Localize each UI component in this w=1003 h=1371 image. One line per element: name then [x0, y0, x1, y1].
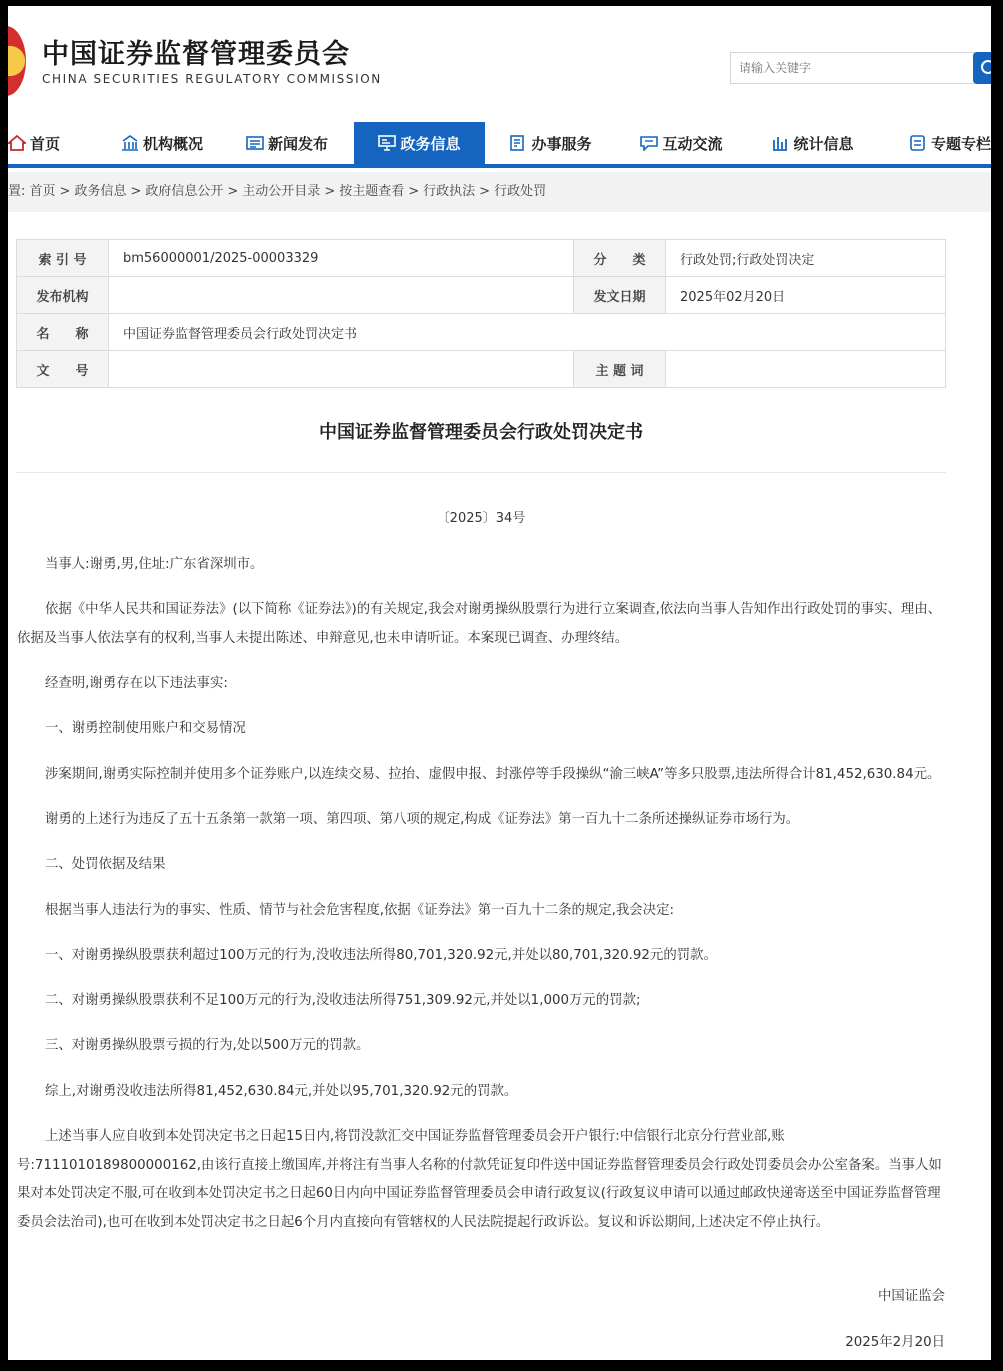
nav-label: 统计信息: [793, 134, 854, 153]
paragraph: 三、对谢勇操纵股票亏损的行为,处以500万元的罚款。: [45, 1038, 370, 1054]
docno-label: 文 号: [17, 351, 109, 388]
nav-label: 机构概况: [142, 134, 203, 153]
index-label: 索 引 号: [17, 240, 109, 277]
nav-label: 新闻发布: [267, 134, 328, 153]
nav-item-services[interactable]: [485, 122, 616, 164]
nav-item-news[interactable]: [220, 122, 354, 164]
nav-label: 互动交流: [662, 134, 723, 153]
search-button[interactable]: [973, 52, 991, 84]
breadcrumb-item[interactable]: 主动公开目录: [242, 184, 321, 199]
nav-item-home[interactable]: [8, 122, 104, 164]
nav-item-topics[interactable]: [878, 122, 991, 164]
document-title: 中国证券监督管理委员会行政处罚决定书: [319, 422, 643, 443]
paragraph: 谢勇的上述行为违反了五十五条第一款第一项、第四项、第八项的规定,构成《证券法》第一百九十二条所述操纵证券市场行为。: [45, 811, 800, 827]
site-title[interactable]: 中国证券监督管理委员会: [42, 39, 350, 70]
breadcrumb-separator: >: [408, 184, 420, 199]
newspaper-icon: [246, 135, 264, 151]
breadcrumb-item[interactable]: 政务信息: [74, 184, 127, 199]
paragraph: 当事人:谢勇,男,住址:广东省深圳市。: [45, 557, 264, 572]
keyword-value: [666, 351, 946, 388]
date-label: 发文日期: [574, 277, 666, 314]
table-row: [17, 277, 946, 314]
nav-item-interaction[interactable]: [616, 122, 747, 164]
category-label: 分 类: [574, 240, 666, 277]
document-icon: [509, 135, 527, 151]
chat-icon: [640, 135, 658, 151]
breadcrumb-item[interactable]: 行政执法: [423, 184, 476, 199]
keyword-label: 主 题 词: [574, 351, 666, 388]
document-info-table: [16, 239, 946, 388]
nav-label: 办事服务: [531, 134, 592, 153]
nav-label: 首页: [30, 134, 61, 153]
publisher-label: 发布机构: [17, 277, 109, 314]
name-label: 名 称: [17, 314, 109, 351]
breadcrumb-prefix: 置:: [8, 184, 26, 199]
paragraph: 综上,对谢勇没收违法所得81,452,630.84元,并处以95,701,320.92元的罚款。: [45, 1083, 518, 1099]
paragraph: 上述当事人应自收到本处罚决定书之日起15日内,将罚没款汇交中国证券监督管理委员会开户银行:中信银行北京分行营业部,账号:7111010189800000162,由该行直接上缴国库,并将注有当事人名称的付款凭证复印件送中国证券监督管理委员会行政处罚委员会办公室备案。当事人如果对本处罚决定不服,可在收到本处罚决定书之日起60日内向中国证券监督管理委员会申请行政复议(行政复议申请可以通过邮政快递寄送至中国证券监督管理委员会法治司),也可在收到本处罚决定书之日起6个月内直接向有管辖权的人民法院提起行政诉讼。复议和诉讼期间,上述决定不停止执行。: [17, 1129, 942, 1230]
breadcrumb-item[interactable]: 行政处罚: [494, 184, 547, 199]
table-row: [17, 351, 946, 388]
paragraph: 涉案期间,谢勇实际控制并使用多个证券账户,以连续交易、拉抬、虚假申报、封涨停等手段操纵“渝三峡A”等多只股票,违法所得合计81,452,630.84元。: [45, 766, 941, 782]
site-header: [8, 6, 991, 122]
nav-item-organization[interactable]: [104, 122, 220, 164]
nav-item-statistics[interactable]: [747, 122, 878, 164]
nav-label: 专题专栏: [930, 134, 991, 153]
monitor-icon: [378, 135, 396, 151]
paragraph: 一、谢勇控制使用账户和交易情况: [45, 721, 246, 737]
paragraph: 经查明,谢勇存在以下违法事实:: [45, 676, 228, 692]
sign-date: 2025年2月20日: [845, 1335, 945, 1350]
breadcrumb-item[interactable]: 首页: [29, 184, 56, 199]
table-row: [17, 314, 946, 351]
main-nav: [8, 122, 991, 168]
list-icon: [909, 135, 927, 151]
site-subtitle: CHINA SECURITIES REGULATORY COMMISSION: [42, 72, 382, 86]
paragraph: 二、对谢勇操纵股票获利不足100万元的行为,没收违法所得751,309.92元,并处以1,000万元的罚款;: [45, 993, 641, 1009]
document-number: 〔2025〕34号: [436, 511, 526, 526]
search-input[interactable]: [730, 52, 975, 84]
breadcrumb-item[interactable]: 按主题查看: [339, 184, 405, 199]
breadcrumb-item[interactable]: 政府信息公开: [145, 184, 224, 199]
paragraph: 二、处罚依据及结果: [45, 857, 166, 873]
signature: 中国证监会: [878, 1289, 945, 1304]
paragraph: 根据当事人违法行为的事实、性质、情节与社会危害程度,依据《证券法》第一百九十二条的规定,我会决定:: [45, 902, 674, 918]
table-row: [17, 240, 946, 277]
date-value: 2025年02月20日: [666, 277, 946, 314]
divider: [16, 472, 946, 473]
search-icon: [980, 59, 991, 77]
breadcrumb-separator: >: [324, 184, 336, 199]
name-value: 中国证券监督管理委员会行政处罚决定书: [109, 314, 946, 351]
bar-chart-icon: [771, 135, 789, 151]
national-emblem-icon: [8, 26, 26, 96]
docno-value: [109, 351, 574, 388]
category-value: 行政处罚;行政处罚决定: [666, 240, 946, 277]
breadcrumb-separator: >: [59, 184, 71, 199]
building-icon: [121, 135, 139, 151]
paragraph: 依据《中华人民共和国证券法》(以下简称《证券法》)的有关规定,我会对谢勇操纵股票行为进行立案调查,依法向当事人告知作出行政处罚的事实、理由、依据及当事人依法享有的权利,当事人未提出陈述、申辩意见,也未申请听证。本案现已调查、办理终结。: [17, 602, 942, 646]
page: [8, 6, 991, 1360]
home-icon: [8, 135, 26, 151]
nav-label: 政务信息: [400, 134, 461, 153]
breadcrumb: [8, 172, 991, 212]
paragraph: 一、对谢勇操纵股票获利超过100万元的行为,没收违法所得80,701,320.92元,并处以80,701,320.92元的罚款。: [45, 947, 717, 963]
breadcrumb-separator: >: [479, 184, 491, 199]
publisher-value: [109, 277, 574, 314]
nav-item-government-info[interactable]: [354, 122, 485, 164]
index-value: bm56000001/2025-00003329: [109, 240, 574, 277]
breadcrumb-separator: >: [227, 184, 239, 199]
document-body: [17, 551, 947, 1254]
breadcrumb-separator: >: [130, 184, 142, 199]
